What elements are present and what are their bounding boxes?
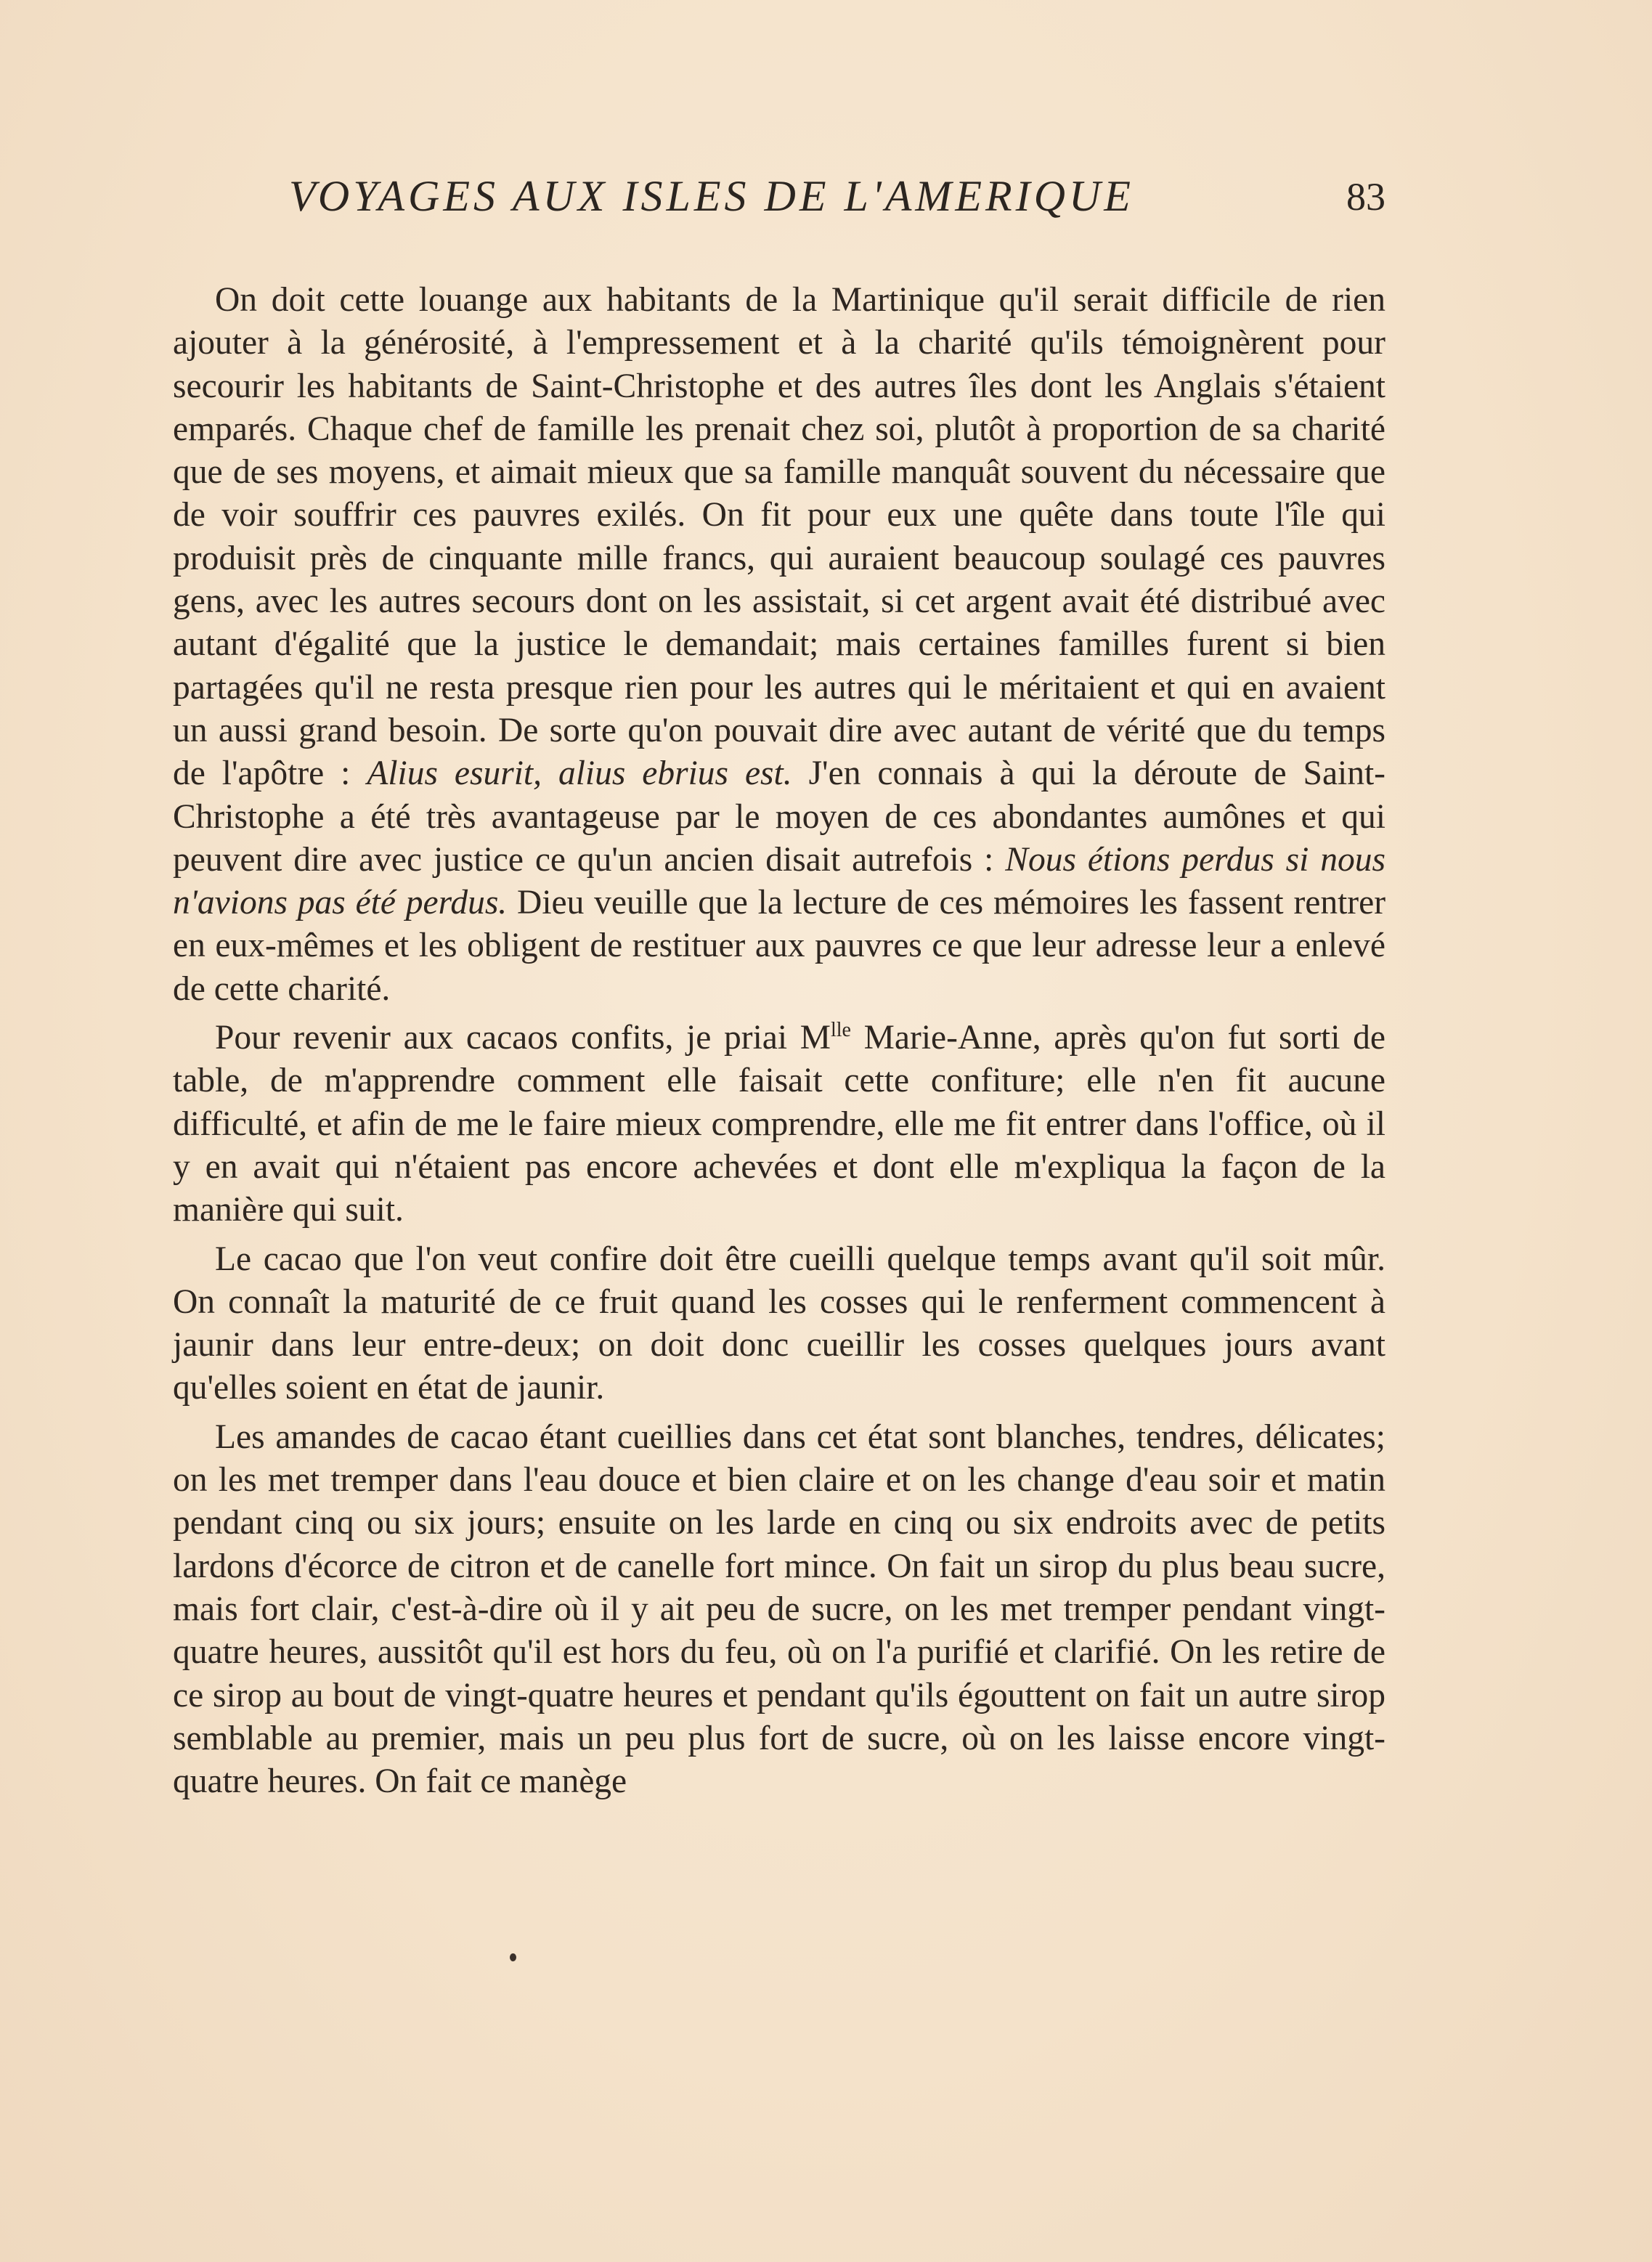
paragraph-text: Dieu veuille que la lecture de ces mémoires les fassent rentrer en eux-mêmes et les obligent de restituer aux pauvres ce que leur adresse leur a enlevé de cette charité.: [173, 884, 1386, 1008]
paragraph-text: Marie-Anne, après qu'on fut sorti de table, de m'apprendre comment elle faisait cette confiture; elle n'en fit aucune difficulté, et afin de me le faire mieux comprendre, elle me fit entrer dans l'office, où il y en avait qui n'étaient pas encore achevées et dont elle m'expliqua la façon de la manière qui suit.: [173, 1019, 1386, 1229]
paragraph-text: J'en connais à qui la déroute de Saint-Christophe a été très avantageuse par le moyen de ces abondantes aumônes et qui peuvent dire avec justice ce qu'un ancien disait autrefois :: [173, 754, 1386, 879]
latin-quote: Alius esurit, alius ebrius est.: [367, 754, 792, 793]
page-number: 83: [1346, 175, 1386, 219]
ink-speck: [510, 1953, 516, 1961]
body-text: [173, 279, 1386, 1809]
paragraph-charity: [173, 279, 1386, 1011]
running-title: VOYAGES AUX ISLES DE L'AMERIQUE: [289, 172, 1134, 220]
paragraph-harvest: Le cacao que l'on veut confire doit être cueilli quelque temps avant qu'il soit mûr. On connaît la maturité de ce fruit quand les cosses qui le renferment commencent à jaunir dans leur entre-deux; on doit donc cueillir les cosses quelques jours avant qu'elles soient en état de jaunir.: [173, 1240, 1386, 1407]
paragraph-text: On doit cette louange aux habitants de la Martinique qu'il serait difficile de rien ajouter à la générosité, à l'empressement et à la charité qu'ils témoignèrent pour secourir les habitants de Saint-Christophe et des autres îles dont les Anglais s'étaient emparés. Chaque chef de famille les prenait chez soi, plutôt à proportion de sa charité que de ses moyens, et aimait mieux que sa famille manquât souvent du nécessaire que de voir souffrir ces pauvres exilés. On fit pour eux une quête dans toute l'île qui produisit près de cinquante mille francs, qui auraient beaucoup soulagé ces pauvres gens, avec les autres secours dont on les assistait, si cet argent avait été distribué avec autant d'égalité que la justice le demandait; mais certaines familles furent si bien partagées qu'il ne resta presque rien pour les autres qui le méritaient et qui en avaient un aussi grand besoin. De sorte qu'on pouvait dire avec autant de vérité que du temps de l'apôtre :: [173, 281, 1386, 793]
paragraph-cacao-confits: [173, 1017, 1386, 1232]
paragraph-preparation: Les amandes de cacao étant cueillies dans cet état sont blanches, tendres, délicates; on les met tremper dans l'eau douce et bien claire et on les change d'eau soir et matin pendant cinq ou six jours; ensuite on les larde en cinq ou six endroits avec de petits lardons d'écorce de citron et de canelle fort mince. On fait un sirop du plus beau sucre, mais fort clair, c'est-à-dire où il y ait peu de sucre, on les met tremper pendant vingt-quatre heures, aussitôt qu'il est hors du feu, où on l'a purifié et clarifié. On les retire de ce sirop au bout de vingt-quatre heures et pendant qu'ils égouttent on fait un autre sirop semblable au premier, mais un peu plus fort de sucre, où on les laisse encore vingt-quatre heures. On fait ce manège: [173, 1417, 1386, 1801]
french-quote: Nous étions perdus si nous n'avions pas été perdus.: [173, 840, 1386, 922]
paragraph-text: Pour revenir aux cacaos confits, je priai M: [215, 1019, 831, 1057]
superscript-abbreviation: lle: [830, 1019, 851, 1042]
running-head: [289, 171, 1386, 237]
